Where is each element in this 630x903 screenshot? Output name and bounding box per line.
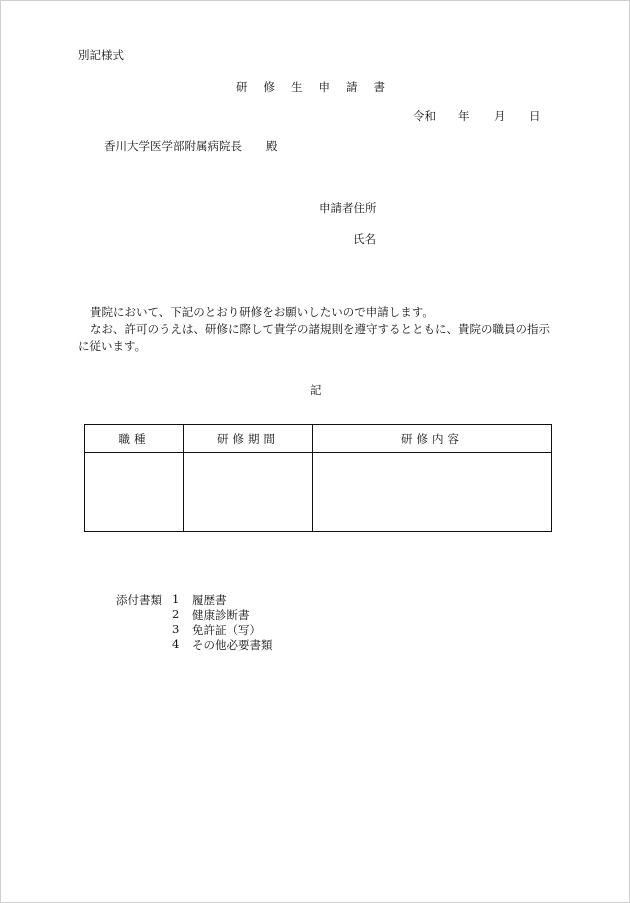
date-month: 月	[494, 109, 506, 123]
attachment-number: 1	[172, 592, 180, 606]
attachment-text: その他必要書類	[192, 638, 273, 652]
applicant-name-label: 氏名	[353, 232, 376, 246]
form-label: 別記様式	[78, 48, 124, 62]
cell-occupation[interactable]	[85, 453, 184, 532]
date-year: 年	[458, 109, 470, 123]
attachment-text: 健康診断書	[192, 608, 250, 622]
date-era: 令和	[413, 109, 436, 123]
attachment-text: 免許証（写）	[192, 623, 261, 637]
document-title: 研修生申請書	[236, 80, 401, 94]
table-header-row	[85, 425, 552, 453]
table-row	[85, 453, 552, 532]
record-table	[84, 424, 552, 532]
body-paragraph-1: 貴院において、下記のとおり研修をお願いしたいので申請します。	[90, 305, 434, 319]
applicant-address-label: 申請者住所	[319, 201, 377, 215]
attachment-number: 4	[172, 637, 180, 651]
date-day: 日	[529, 109, 541, 123]
header-occupation: 職種	[85, 425, 184, 453]
attachment-number: 3	[172, 622, 180, 636]
cell-training-period[interactable]	[184, 453, 313, 532]
body-paragraph-2: なお、許可のうえは、研修に際して貴学の諸規則を遵守するとともに、貴院の職員の指示に従います。	[78, 322, 550, 353]
header-training-content: 研修内容	[313, 425, 552, 453]
attachment-number: 2	[172, 607, 180, 621]
honorific: 殿	[266, 139, 278, 153]
ki-marker: 記	[310, 383, 322, 397]
attachments-label: 添付書類	[116, 593, 162, 607]
attachment-text: 履歴書	[192, 593, 227, 607]
addressee: 香川大学医学部附属病院長	[104, 139, 242, 153]
cell-training-content[interactable]	[313, 453, 552, 532]
header-training-period: 研修期間	[184, 425, 313, 453]
